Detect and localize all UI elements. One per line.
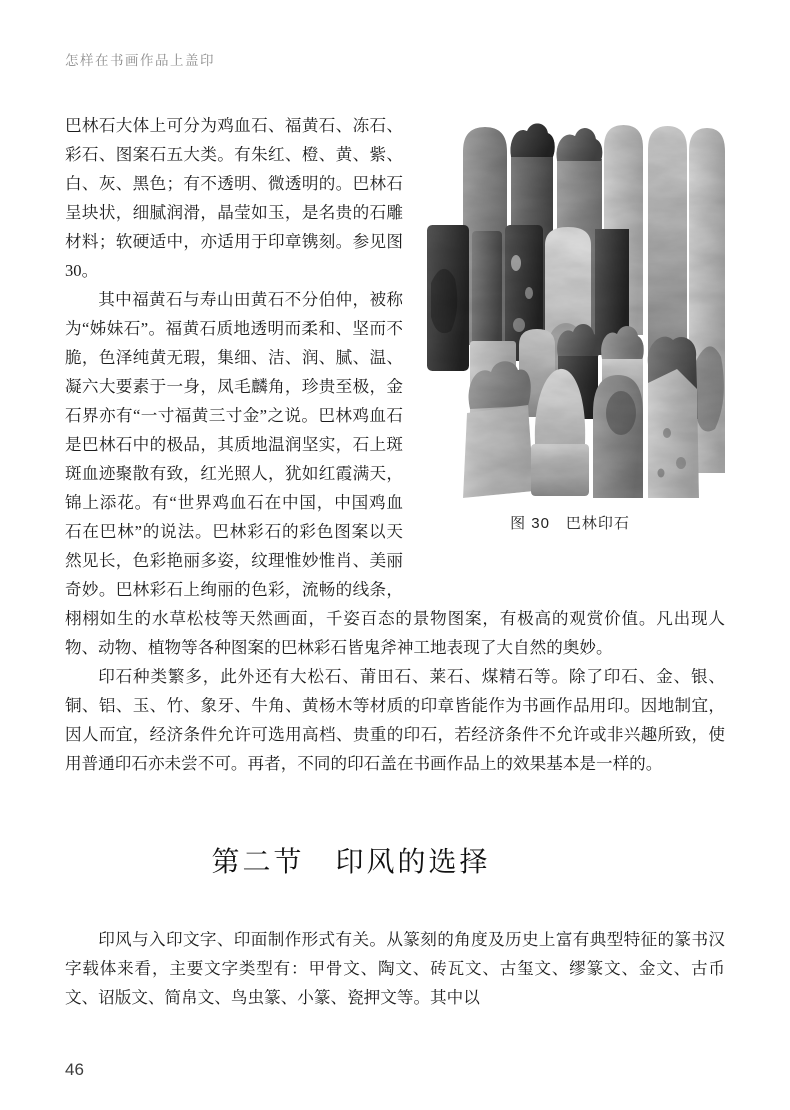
paragraph-seal-styles: 印风与入印文字、印面制作形式有关。从篆刻的角度及历史上富有典型特征的篆书汉字载体来看，主要文字类型有：甲骨文、陶文、砖瓦文、古玺文、缪篆文、金文、古币文、诏版文、简帛文、鸟虫篆、小篆、瓷押文等。其中以 — [65, 930, 725, 1007]
paragraph-seal-materials: 印石种类繁多，此外还有大松石、莆田石、莱石、煤精石等。除了印石、金、银、铜、铝、玉、竹、象牙、牛角、黄杨木等材质的印章皆能作为书画作品用印。因地制宜，因人而宜，经济条件允许可选用高档、贵重的印石，若经济条件不允许或非兴趣所致，使用普通印石亦未尝不可。再者，不同的印石盖在书画作品上的效果基本是一样的。 — [65, 667, 725, 773]
page-number: 46 — [65, 1060, 84, 1079]
figure-caption: 图 30 巴林印石 — [510, 515, 630, 532]
paragraph-fuhuang-jixue: 其中福黄石与寿山田黄石不分伯仲，被称为“姊妹石”。福黄石质地透明而柔和、坚而不脆，色泽纯黄无瑕，集细、洁、润、腻、温、凝六大要素于一身，凤毛麟角，珍贵至极，金石界亦有“一寸福黄三寸金”之说。巴林鸡血石是巴林石中的极品，其质地温润坚实，石上斑斑血迹聚散有致，红光照人，犹如红霞满天，锦上添花。有“世界鸡血石在中国，中国鸡血石在巴林”的说法。巴林彩石的彩色图案以天然见长，色彩艳丽多姿，纹理惟妙惟肖、美丽奇妙。巴林彩石上绚丽的色彩，流畅的线条，栩栩如生的水草松枝等天然画面，千姿百态的景物图案，有极高的观赏价值。凡出现人物、动物、植物等各种图案的巴林彩石皆鬼斧神工地表现了大自然的奥妙。 — [65, 290, 725, 657]
section-heading: 第二节 印风的选择 — [211, 847, 491, 878]
balin-stones-photo-icon — [415, 113, 725, 503]
running-header: 怎样在书画作品上盖印 — [65, 53, 215, 68]
page-content — [65, 111, 725, 1012]
figure-30 — [415, 113, 725, 533]
paragraph-balin-intro: 巴林石大体上可分为鸡血石、福黄石、冻石、彩石、图案石五大类。有朱红、橙、黄、紫、白、灰、黑色；有不透明、微透明的。巴林石呈块状，细腻润滑，晶莹如玉，是名贵的石雕材料；软硬适中，亦适用于印章镌刻。参见图 30。 — [65, 116, 403, 280]
